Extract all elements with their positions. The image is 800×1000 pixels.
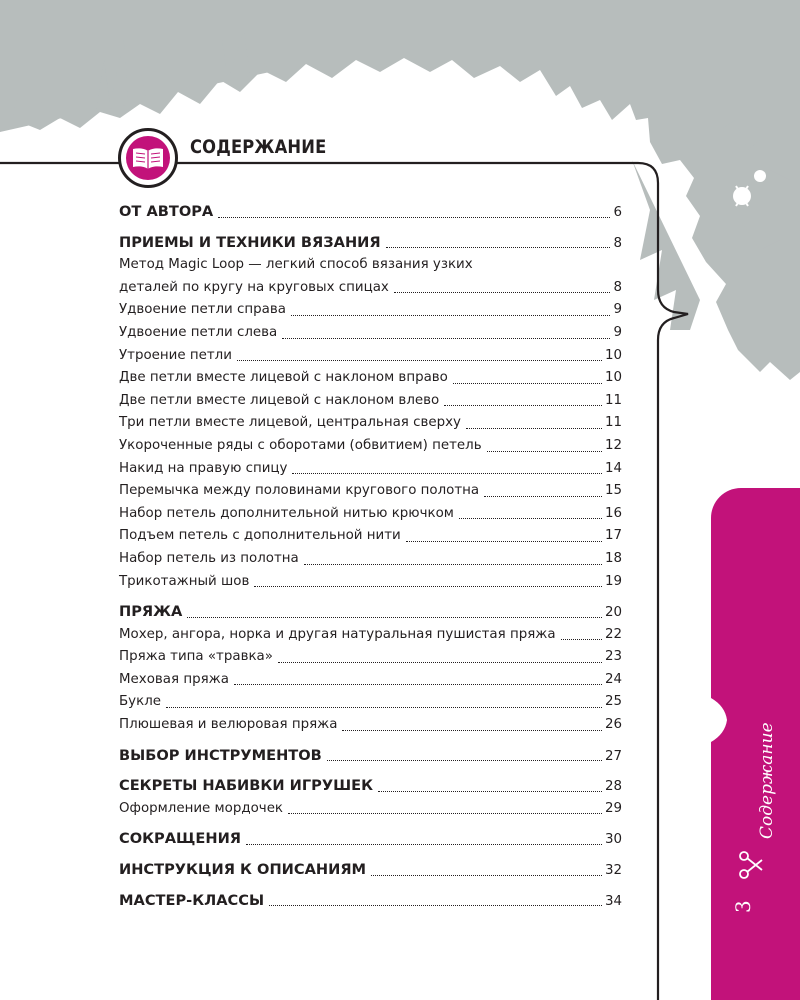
toc-row[interactable] [119,458,622,481]
dot-leader [466,427,602,429]
dot-leader [282,337,610,339]
toc-page-number: 32 [604,863,622,879]
dot-leader [246,843,602,845]
toc-page-number: 11 [604,392,622,408]
toc-section-row[interactable] [119,232,622,255]
toc-page-number: 12 [604,437,622,453]
toc-row[interactable] [119,624,622,647]
toc-entry-label: Набор петель из полотна [119,550,299,566]
toc-entry-label: Удвоение петли справа [119,302,286,318]
toc-page-number: 8 [613,235,622,251]
dot-leader [342,729,602,731]
side-tab-label-text: Содержание [757,722,777,839]
toc-row[interactable] [119,254,622,277]
toc-entry-label: Две петли вместе лицевой с наклоном вправо [119,370,448,386]
toc-row[interactable] [119,277,622,300]
toc-row[interactable] [119,669,622,692]
toc-page-number: 34 [604,893,622,909]
toc-entry-label: Три петли вместе лицевой, центральная сверху [119,415,461,431]
toc-page-number: 10 [604,347,622,363]
dot-leader [453,382,602,384]
toc-page-number: 16 [604,505,622,521]
toc-page-number: 17 [604,528,622,544]
toc-entry-label: ИНСТРУКЦИЯ К ОПИСАНИЯМ [119,861,367,879]
page-number [731,895,755,919]
toc-page-number: 28 [604,779,622,795]
toc-page-number: 24 [604,671,622,687]
toc-section-row[interactable] [119,601,622,624]
toc-row[interactable] [119,714,622,737]
toc-row[interactable] [119,480,622,503]
toc-page-number: 10 [604,370,622,386]
scissors-icon [738,850,764,880]
dot-leader [166,706,602,708]
toc-entry-label: Трикотажный шов [119,573,250,589]
toc-entry-label: Две петли вместе лицевой с наклоном влево [119,392,440,408]
toc-entry-label: Подъем петель с дополнительной нити [119,528,401,544]
toc-page-number: 18 [604,550,622,566]
open-book-icon [130,144,166,172]
toc-entry-label: Утроение петли [119,347,232,363]
toc-entry-label: ОТ АВТОРА [119,203,214,220]
toc-row[interactable] [119,390,622,413]
toc-row[interactable] [119,646,622,669]
toc-page-number: 9 [613,302,622,318]
dot-leader [459,517,602,519]
toc-row[interactable] [119,322,622,345]
dot-leader [291,314,611,316]
toc-entry-label: Метод Magic Loop — легкий способ вязания узких [119,257,473,273]
toc-section-row[interactable] [119,745,622,768]
dot-leader [269,904,602,906]
toc-entry-label: Набор петель дополнительной нитью крючком [119,505,454,521]
toc-section-row[interactable] [119,201,622,224]
toc-entry-label: Оформление мордочек [119,800,284,816]
dot-leader [406,540,602,542]
toc-entry-label: Укороченные ряды с оборотами (обвитием) петель [119,437,482,453]
toc-row[interactable] [119,525,622,548]
toc-row[interactable] [119,691,622,714]
toc-entry-label: ВЫБОР ИНСТРУМЕНТОВ [119,746,322,764]
toc-entry-label: Плюшевая и велюровая пряжа [119,717,338,733]
table-of-contents [119,201,622,912]
toc-entry-label: СОКРАЩЕНИЯ [119,830,242,848]
dot-leader [278,661,602,663]
dot-leader [237,359,602,361]
toc-entry-label: Удвоение петли слева [119,324,278,340]
toc-entry-label: Пряжа типа «травка» [119,649,273,665]
toc-row[interactable] [119,345,622,368]
dot-leader [292,472,601,474]
dot-leader [187,616,602,618]
toc-page-number: 30 [604,832,622,848]
toc-page-number: 15 [604,483,622,499]
toc-page-number: 19 [604,573,622,589]
toc-page-number: 25 [604,694,622,710]
chapter-side-tab [711,488,800,1000]
dot-leader [394,291,611,293]
dot-leader [371,874,602,876]
toc-entry-label: Букле [119,694,161,710]
toc-row[interactable] [119,367,622,390]
dot-leader [561,638,602,640]
toc-row[interactable] [119,435,622,458]
dot-leader [288,812,602,814]
toc-entry-label: Накид на правую спицу [119,460,288,476]
toc-entry-label: деталей по кругу на круговых спицах [119,279,389,295]
dot-leader [254,585,602,587]
toc-section-row[interactable] [119,775,622,798]
toc-entry-label: ПРИЕМЫ И ТЕХНИКИ ВЯЗАНИЯ [119,233,381,251]
dot-leader [304,563,602,565]
toc-row[interactable] [119,798,622,821]
toc-row[interactable] [119,299,622,322]
toc-page-number: 29 [604,800,622,816]
toc-page-number: 23 [604,649,622,665]
toc-entry-label: ПРЯЖА [119,603,183,621]
toc-page-number: 6 [613,205,622,220]
toc-section-row[interactable] [119,859,622,882]
toc-entry-label: Мохер, ангора, норка и другая натуральная пушистая пряжа [119,626,556,642]
toc-row[interactable] [119,412,622,435]
toc-page-number: 22 [604,626,622,642]
toc-page-number: 27 [604,748,622,764]
toc-page-number: 14 [604,460,622,476]
toc-section-row[interactable] [119,828,622,851]
toc-row[interactable] [119,548,622,571]
toc-entry-label: МАСТЕР-КЛАССЫ [119,891,265,909]
toc-page-number: 26 [604,717,622,733]
toc-page-number: 20 [604,605,622,621]
toc-row[interactable] [119,503,622,526]
dot-leader [444,404,602,406]
page-title: СОДЕРЖАНИЕ [190,136,327,158]
toc-page-number: 8 [613,279,622,295]
dot-leader [484,495,602,497]
toc-entry-label: СЕКРЕТЫ НАБИВКИ ИГРУШЕК [119,777,374,795]
dot-leader [327,759,602,761]
page-number-text: 3 [731,900,755,913]
toc-section-row[interactable] [119,890,622,913]
toc-row[interactable] [119,571,622,594]
toc-page-number: 11 [604,415,622,431]
dot-leader [218,216,610,218]
dot-leader [234,683,602,685]
dot-leader [386,246,611,248]
dot-leader [487,450,602,452]
toc-entry-label: Меховая пряжа [119,671,229,687]
dot-leader [378,790,602,792]
toc-entry-label: Перемычка между половинами кругового полотна [119,483,480,499]
book-badge [118,128,178,188]
toc-page-number: 9 [613,324,622,340]
